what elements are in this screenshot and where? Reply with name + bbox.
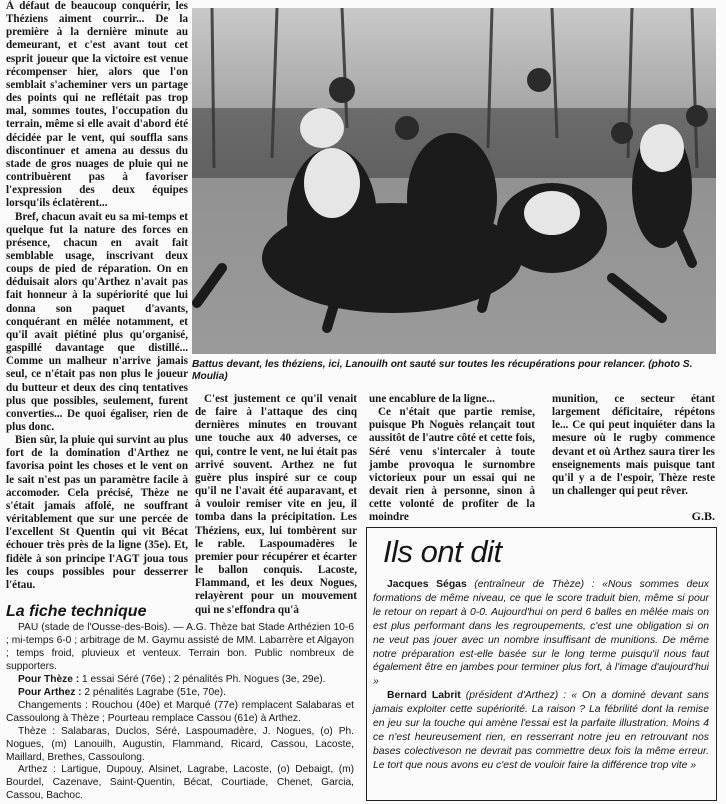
rugby-match-photo bbox=[192, 8, 716, 354]
article-paragraph: une encablure de la ligne... bbox=[369, 393, 495, 405]
quote-role: (entraîneur de Thèze) : bbox=[466, 579, 603, 590]
fiche-score-arthez bbox=[6, 687, 354, 700]
quote-text: « On a dominé devant sans jamais exploiter cette supériorité. La raison ? La fébrilité dont la remise en jeu sur la touche qui amène l'essai est la parfaite illustration. Moins 4 ce n'est heureusement rien, en resserrant notre jeu en retrouvant nos bases colectiveson ne devrait pas commettre deux fois la même erreur. Le tort que nous avons eu c'est de vouloir faire la différence trop vite » bbox=[373, 690, 710, 771]
article-column-4 bbox=[552, 393, 715, 523]
fiche-technique-body bbox=[6, 622, 354, 803]
fiche-value: 2 pénalités Lagrabe (51e, 70e). bbox=[81, 686, 227, 698]
fiche-label: Pour Thèze : bbox=[18, 673, 80, 685]
article-paragraph: munition, ce secteur étant largement déficitaire, répétons le... Ce qui peut inquiéter dans la mesure où le rugby commence devant et où Arthez saura tirer les enseignements mais puisque tant qu'il y a de l'espoir, Thèze reste un challenger qui peut rêver. bbox=[552, 393, 715, 498]
article-paragraph: Ce n'était que partie remise, puisque Ph Noguès relançait tout aussitôt de l'autre côté et cette fois, Séré venu s'intercaler à toute jambe provoqua le surnombre victorieux pour un essai qui ne devait rien à personne, sinon à cette volonté de profiter de la moindre bbox=[369, 406, 535, 524]
article-column-2 bbox=[195, 393, 357, 617]
author-signature: G.B. bbox=[691, 509, 715, 524]
fiche-intro: PAU (stade de l'Ousse-des-Bois). — A.G. Thèze bat Stade Arthézien 10-6 ; mi-temps 6-0 ; arbitrage de M. Gaymu assisté de MM. Labarrère et Algayon ; temps froid, pluvieux et venteux. Terrain bon. Public nombreux de supporters. bbox=[6, 622, 354, 672]
quote-author: Bernard Labrit bbox=[387, 690, 461, 702]
fiche-technique-title: La fiche technique bbox=[6, 603, 147, 620]
article-paragraph: À défaut de beaucoup conquérir, les Théziens aiment courrir... De la première à la dernière minute au demeurant, et c'est avant tout cet esprit joueur que la victoire est venue récompenser hier, alors que l'on semblait s'acheminer vers un partage des points qui ne reflétait pas trop mal, sommes toutes, l'occupation du terrain, même si elle avait d'abord été décidée par le vent, qui souffla sans discontinuer et amena au dessus du stade de gros nuages de pluie qui ne contribuèrent pas à favoriser l'expression des deux équipes lorsqu'ils éclatèrent... bbox=[6, 0, 188, 210]
quote-paragraph bbox=[373, 689, 709, 772]
photo-caption: Battus devant, les théziens, ici, Lanouilh ont sauté sur toutes les récupérations pour relancer. (photo S. Moulia) bbox=[192, 359, 693, 383]
fiche-value: 1 essai Séré (76e) ; 2 pénalités Ph. Nogues (3e, 29e). bbox=[79, 673, 326, 685]
article-column-1 bbox=[6, 0, 188, 592]
article-paragraph: C'est justement ce qu'il venait de faire à l'attaque des cinq dernières minutes en trouvant une touche aux 40 adverses, ce qui, contre le vent, ne lui était pas arrivé souvent. Arthez ne fut guère plus inspiré sur ce coup qu'il ne l'avait été auparavant, et à vouloir remiser vite en jeu, il tomba dans la précipitation. Les Théziens, eux, lui tombèrent sur le rable. Laspoumadères le premier pour récupérer et écarter le ballon conquis. Lacoste, Flammand, et les deux Nogues, relayèrent pour un mouvement qui ne s'effondra qu'à bbox=[195, 393, 357, 616]
quotes-body bbox=[373, 578, 709, 773]
article-paragraph: Bref, chacun avait eu sa mi-temps et quelque fut la nature des forces en présence, chacun en avait fait semblable usage, inscrivant deux coups de pied de réparation. On en déduisait alors qu'Arthez n'avait pas fait honneur à la supériorité que lui donna son paquet d'avants, conquérant en mêlée notamment, et qu'il avait piétiné plus qu'organisé, gaspillé davantage que distillé... Comme un malheur n'arrive jamais seul, ce n'était pas non plus le joueur du butteur et deux des cinq tentatives plus que possibles, seulement, furent converties... De quoi égaliser, rien de plus donc. bbox=[6, 210, 188, 433]
fiche-team-these: Thèze : Salabaras, Duclos, Séré, Laspoumadère, J. Nogues, (o) Ph. Nogues, (m) Lanouilh, Augustin, Flammand, Ricard, Cassou, Lacoste, Maillard, Brethes, Cassoulong. bbox=[6, 725, 354, 763]
quotes-title: Ils ont dit bbox=[383, 534, 502, 569]
fiche-changes: Changements : Rouchou (40e) et Marqué (77e) remplacent Salabaras et Cassoulong à Thèze ; Pourteau remplace Cassou (61e) à Arthez. bbox=[6, 699, 354, 724]
quote-paragraph bbox=[373, 578, 709, 689]
article-column-3 bbox=[369, 393, 535, 525]
fiche-label: Pour Arthez : bbox=[18, 686, 82, 698]
fiche-score-these bbox=[6, 674, 354, 687]
fiche-team-arthez: Arthez : Lartigue, Dupouy, Alsinet, Lagrabe, Lacoste, (o) Debaigt, (m) Bourdel, Cazenave, Saint-Quentin, Bécat, Courtiade, Chenet, Garcia, Cassou, Bachoc. bbox=[6, 764, 354, 802]
article-paragraph: Bien sûr, la pluie qui survint au plus fort de la domination d'Arthez ne favorisa point les choses et le vent on le sait n'est pas un paramètre facile à accomoder. Cela précisé, Thèze ne s'était jamais affolé, ne souffrant véritablement que sur une percée de l'excellent St Quentin qui vit Bécat échouer très près de la ligne (35e). Et, fidèle à son principe l'AGT joua tous les coups possibles pour desserrer l'étau. bbox=[6, 434, 188, 591]
quote-author: Jacques Ségas bbox=[387, 579, 467, 590]
quote-text: «Nous sommes deux formations de même niveau, ce que le score traduit bien, même si pour le retour on repart à 0-0. Aujourd'hui on perd 6 balles en mêlée mais on est plus performant dans les regroupements, c'est une obligation si on ne veut pas jouer avec un nombre insuffisant de munitions. De même notre préparation est-elle basée sur le long terme puisqu'il nous faut également être en jambes pour terminer plus fort, à l'image d'aujourd'hui » bbox=[373, 579, 709, 688]
quote-role: (président d'Arthez) : bbox=[460, 690, 572, 702]
